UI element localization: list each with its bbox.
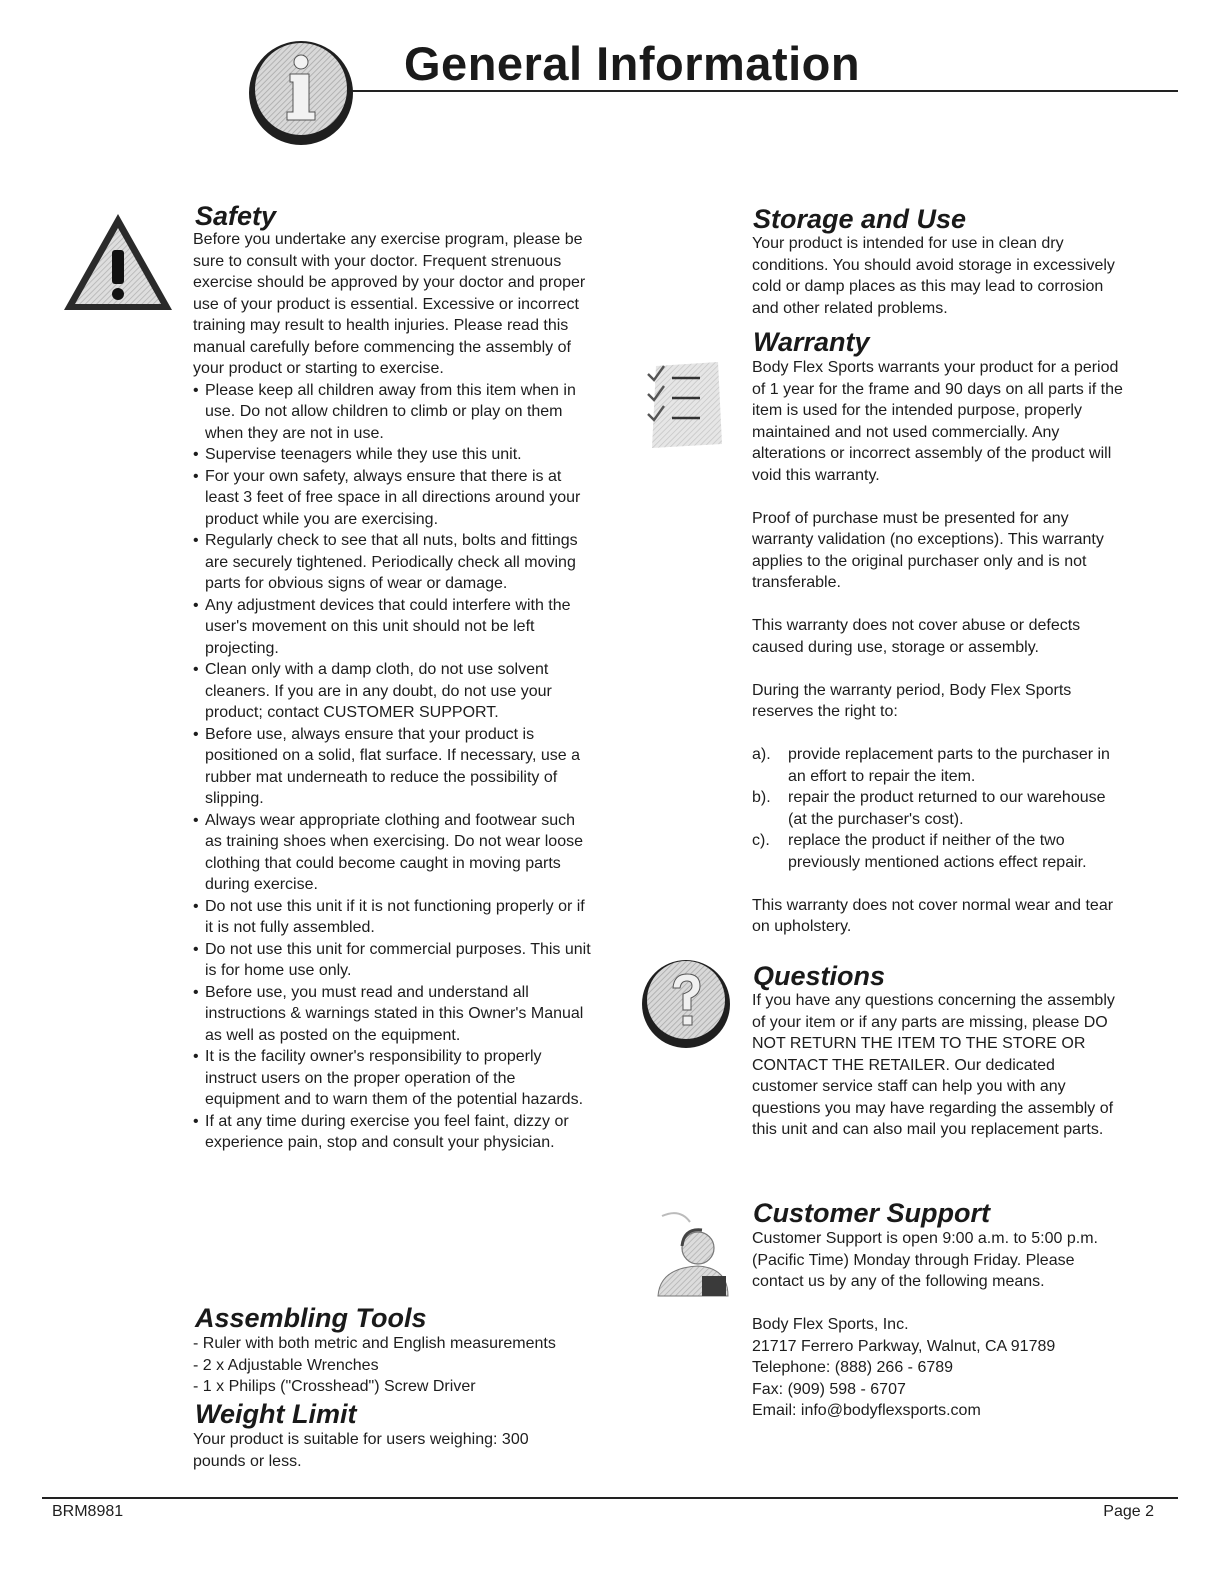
warranty-rights-intro: During the warranty period, Body Flex Sports reserves the right to: [752, 681, 1072, 720]
item-text: provide replacement parts to the purchaser in an effort to repair the item. [788, 746, 1110, 785]
warranty-heading: Warranty [753, 327, 870, 357]
tool-item: - Ruler with both metric and English measurements [193, 1335, 556, 1352]
warranty-section [752, 357, 1124, 938]
footer-model-number: BRM8981 [52, 1503, 124, 1520]
weight-limit-heading: Weight Limit [195, 1399, 357, 1429]
safety-bullet: • Always wear appropriate clothing and footwear such as training shoes when exercising. Do not wear loose clothing that could become caught in moving parts during exercise. [193, 810, 591, 896]
warranty-right-item [752, 830, 1124, 873]
safety-bullet: • Supervise teenagers while they use this unit. [193, 444, 591, 466]
question-icon [640, 956, 732, 1056]
company-name: Body Flex Sports, Inc. [752, 1316, 909, 1333]
safety-heading: Safety [195, 201, 277, 231]
safety-intro: Before you undertake any exercise program, please be sure to consult with your doctor. Frequent strenuous exercise should be approved by your doctor and proper use of your product is essential. Excessive or incorrect training may result to health injuries. Please read this manual carefully before commencing the assembly of your product or starting to exercise. [193, 231, 586, 377]
safety-bullet: • For your own safety, always ensure that there is at least 3 feet of free space in all directions around your product while you are exercising. [193, 466, 591, 531]
tool-item: - 1 x Philips ("Crosshead") Screw Driver [193, 1378, 476, 1395]
safety-section [193, 229, 591, 1154]
warranty-right-item [752, 744, 1124, 787]
footer-rule [42, 1497, 1178, 1499]
item-marker: a). [752, 746, 771, 763]
header-rule [352, 90, 1178, 92]
safety-bullet: • Regularly check to see that all nuts, bolts and fittings are securely tightened. Periodically check all moving parts for obvious signs of wear or damage. [193, 530, 591, 595]
item-marker: c). [752, 832, 770, 849]
warranty-upholstery: This warranty does not cover normal wear and tear on upholstery. [752, 896, 1114, 935]
safety-bullet: • Clean only with a damp cloth, do not use solvent cleaners. If you are in any doubt, do not use your product; contact CUSTOMER SUPPORT. [193, 659, 591, 724]
weight-limit-text: Your product is suitable for users weighing: 300 pounds or less. [193, 1431, 529, 1470]
safety-bullet: • Please keep all children away from this item when in use. Do not allow children to climb or play on them when they are not in use. [193, 380, 591, 445]
safety-bullet: • Do not use this unit for commercial purposes. This unit is for home use only. [193, 939, 591, 982]
info-icon [246, 38, 356, 148]
assembling-tools-heading: Assembling Tools [195, 1303, 427, 1333]
safety-bullet: • Before use, always ensure that your product is positioned on a solid, flat surface. If necessary, use a rubber mat underneath to reduce the possibility of slipping. [193, 724, 591, 810]
company-address: 21717 Ferrero Parkway, Walnut, CA 91789 [752, 1337, 1056, 1355]
storage-heading: Storage and Use [753, 204, 967, 234]
item-text: repair the product returned to our warehouse (at the purchaser's cost). [788, 789, 1106, 828]
company-fax: Fax: (909) 598 - 6707 [752, 1380, 906, 1398]
tool-item: - 2 x Adjustable Wrenches [193, 1356, 379, 1374]
safety-list [193, 380, 591, 1154]
warranty-proof: Proof of purchase must be presented for any warranty validation (no exceptions). This warranty applies to the original purchaser only and is not transferable. [752, 509, 1104, 591]
warranty-terms: Body Flex Sports warrants your product for a period of 1 year for the frame and 90 days on all parts if the item is used for the intended purpose, properly maintained and not used commercially. Any alterations or incorrect assembly of the product will void this warranty. [752, 359, 1123, 484]
safety-bullet: • Do not use this unit if it is not functioning properly or if it is not fully assembled. [193, 896, 591, 939]
warranty-rights-list [752, 744, 1124, 873]
page-title: General Information [404, 37, 861, 90]
safety-bullet: • Before use, you must read and understand all instructions & warnings stated in this Owner's Manual as well as posted on the equipment. [193, 982, 591, 1047]
customer-support-icon [646, 1206, 730, 1302]
questions-text: If you have any questions concerning the assembly of your item or if any parts are missing, please DO NOT RETURN THE ITEM TO THE STORE OR CONTACT THE RETAILER. Our dedicated customer service staff can help you with any questions you may have regarding the assembly of this unit and can also mail you replacement parts. [752, 992, 1115, 1138]
item-marker: b). [752, 789, 771, 806]
safety-bullet: • It is the facility owner's responsibility to properly instruct users on the proper operation of the equipment and to warn them of the potential hazards. [193, 1046, 591, 1111]
safety-bullet: • If at any time during exercise you feel faint, dizzy or experience pain, stop and consult your physician. [193, 1111, 591, 1154]
questions-heading: Questions [753, 961, 886, 991]
warranty-right-item [752, 787, 1124, 830]
warranty-exclusions: This warranty does not cover abuse or defects caused during use, storage or assembly. [752, 617, 1081, 656]
storage-text: Your product is intended for use in clean dry conditions. You should avoid storage in excessively cold or damp places as this may lead to corrosion and other related problems. [752, 235, 1115, 317]
tools-list [193, 1333, 633, 1398]
company-telephone: Telephone: (888) 266 - 6789 [752, 1359, 954, 1376]
footer-page-number: Page 2 [1103, 1503, 1154, 1520]
warning-icon [60, 210, 176, 322]
checklist-icon [642, 356, 726, 452]
company-email: Email: info@bodyflexsports.com [752, 1402, 981, 1419]
support-hours: Customer Support is open 9:00 a.m. to 5:00 p.m. (Pacific Time) Monday through Friday. Please contact us by any of the following means. [752, 1230, 1098, 1290]
item-text: replace the product if neither of the two previously mentioned actions effect repair. [788, 832, 1087, 871]
safety-bullet: • Any adjustment devices that could interfere with the user's movement on this unit should not be left projecting. [193, 595, 591, 660]
customer-support-section [752, 1228, 1112, 1422]
customer-support-heading: Customer Support [753, 1198, 991, 1228]
